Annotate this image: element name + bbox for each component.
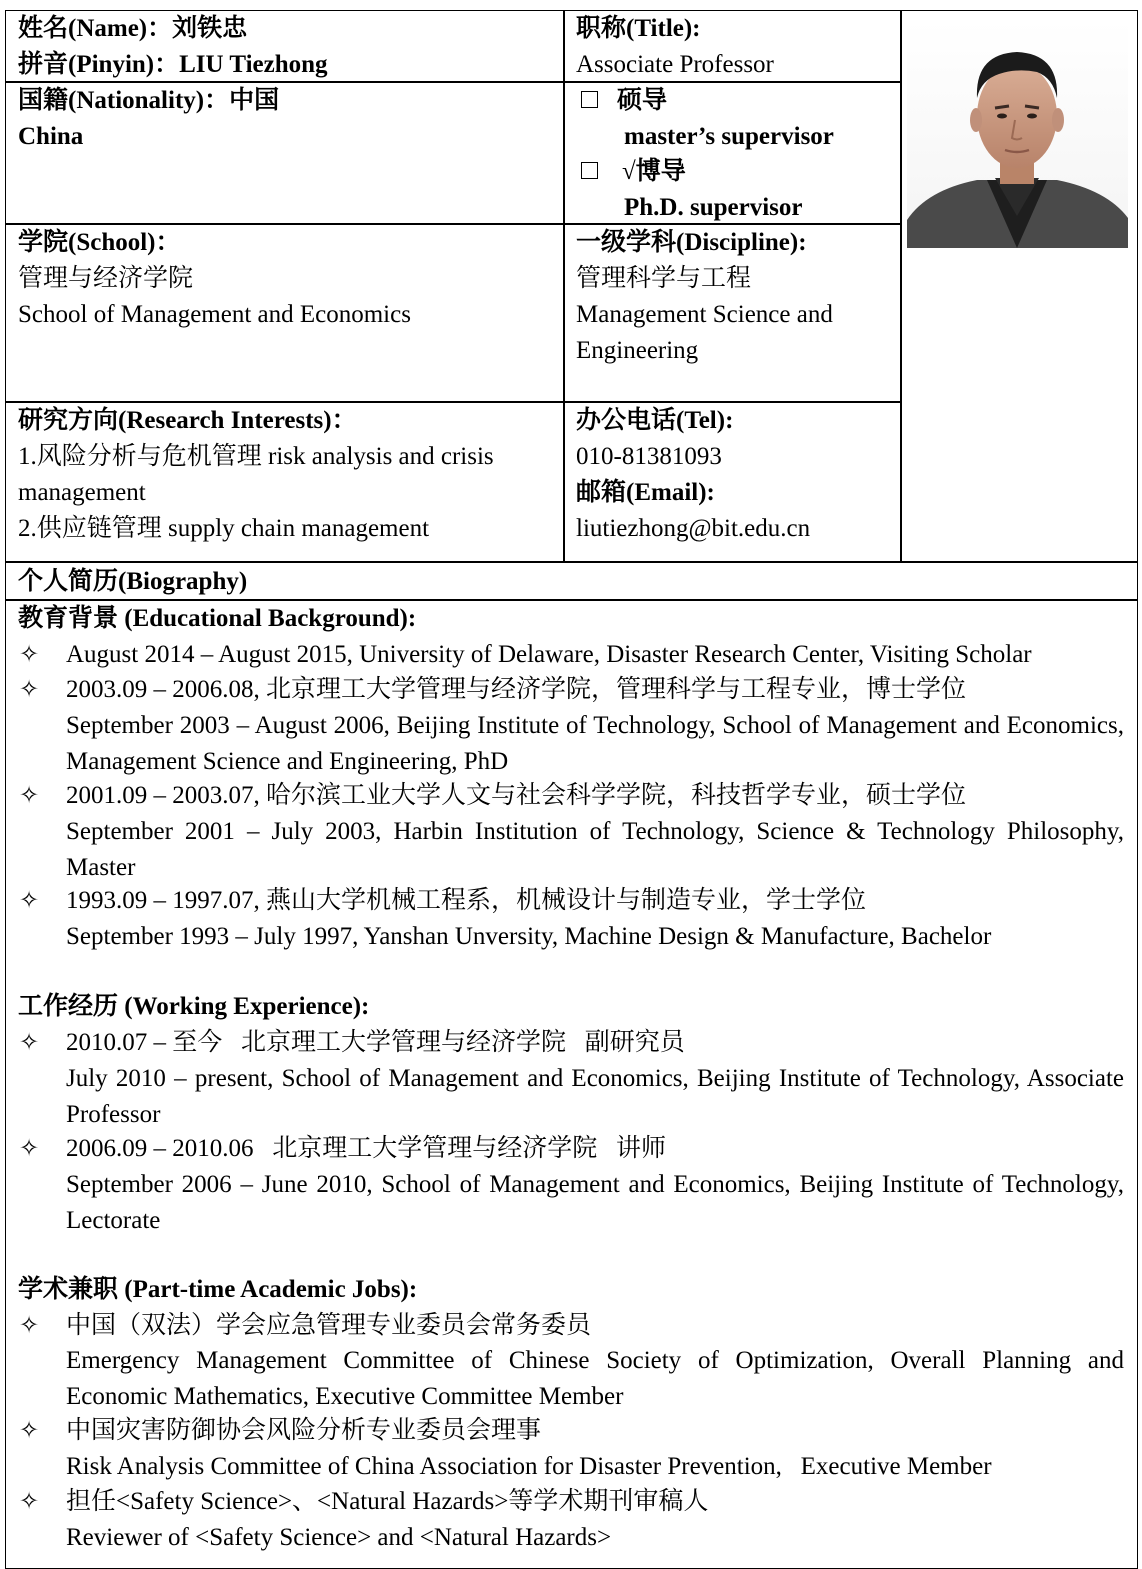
research-1a: 1.风险分析与危机管理 risk analysis and crisis — [18, 443, 494, 470]
parttime-item-1-en: Emergency Management Committee of Chinese Society of Optimization, Overall Planning and Economic Mathematics, Executive Committee Member — [66, 1347, 1124, 1410]
discipline-cn: 管理科学与工程 — [576, 265, 752, 292]
parttime-item-2-en: Risk Analysis Committee of China Association for Disaster Prevention, Executive Member — [66, 1453, 992, 1480]
parttime-item-2-cn: 中国灾害防御协会风险分析专业委员会理事 — [66, 1417, 542, 1444]
masters-en: master’s supervisor — [624, 123, 834, 150]
work-item-2-en: September 2006 – June 2010, School of Management and Economics, Beijing Institute of Technology, Lectorate — [66, 1171, 1124, 1234]
diamond-bullet-icon: ✧ — [19, 888, 40, 914]
email-label: 邮箱(Email): — [576, 479, 715, 506]
research-label: 研究方向(Research Interests)： — [18, 407, 357, 434]
nationality-en: China — [18, 123, 84, 150]
phd-checkbox-icon — [581, 162, 598, 179]
education-item-4-cn: 1993.09 – 1997.07, 燕山大学机械工程系，机械设计与制造专业，学士学位 — [66, 887, 867, 914]
school-label: 学院(School)： — [18, 229, 181, 256]
discipline-en-1: Management Science and — [576, 301, 833, 328]
research-1b: management — [18, 479, 146, 506]
email-value: liutiezhong@bit.edu.cn — [576, 515, 811, 542]
diamond-bullet-icon: ✧ — [19, 677, 40, 703]
parttime-item-1-cn: 中国（双法）学会应急管理专业委员会常务委员 — [66, 1312, 592, 1339]
work-item-1-en: July 2010 – present, School of Management and Economics, Beijing Institute of Technology, Associate Professor — [66, 1065, 1124, 1128]
parttime-item-3-en: Reviewer of <Safety Science> and <Natural Hazards> — [66, 1524, 612, 1551]
diamond-bullet-icon: ✧ — [19, 642, 40, 668]
masters-checkbox-icon — [581, 91, 598, 108]
education-item-1: August 2014 – August 2015, University of Delaware, Disaster Research Center, Visiting Scholar — [66, 641, 1032, 668]
parttime-item-3-cn: 担任<Safety Science>、<Natural Hazards>等学术期刊审稿人 — [66, 1488, 709, 1515]
diamond-bullet-icon: ✧ — [19, 1030, 40, 1056]
education-item-3-cn: 2001.09 – 2003.07, 哈尔滨工业大学人文与社会科学学院，科技哲学专业，硕士学位 — [66, 782, 967, 809]
diamond-bullet-icon: ✧ — [19, 783, 40, 809]
work-item-2-cn: 2006.09 – 2010.06 北京理工大学管理与经济学院 讲师 — [66, 1135, 667, 1162]
diamond-bullet-icon: ✧ — [19, 1418, 40, 1444]
tel-label: 办公电话(Tel): — [576, 407, 734, 434]
discipline-label: 一级学科(Discipline): — [576, 229, 807, 256]
education-item-2-en: September 2003 – August 2006, Beijing Institute of Technology, School of Management and Economics, Management Science and Engineering, PhD — [66, 712, 1124, 775]
phd-en: Ph.D. supervisor — [624, 194, 803, 221]
parttime-heading: 学术兼职 (Part-time Academic Jobs): — [18, 1276, 418, 1303]
title-value: Associate Professor — [576, 51, 774, 78]
education-item-2-cn: 2003.09 – 2006.08, 北京理工大学管理与经济学院，管理科学与工程专业，博士学位 — [66, 676, 967, 703]
title-label: 职称(Title): — [576, 15, 701, 42]
phd-cn: √博导 — [622, 158, 686, 185]
work-heading: 工作经历 (Working Experience): — [18, 993, 370, 1020]
biography-heading: 个人简历(Biography) — [18, 568, 248, 595]
diamond-bullet-icon: ✧ — [19, 1313, 40, 1339]
discipline-en-2: Engineering — [576, 337, 699, 364]
nationality-line: 国籍(Nationality)：中国 — [18, 87, 280, 114]
pinyin-line: 拼音(Pinyin)：LIU Tiezhong — [18, 51, 328, 78]
education-item-4-en: September 1993 – July 1997, Yanshan Unversity, Machine Design & Manufacture, Bachelor — [66, 923, 992, 950]
tel-value: 010-81381093 — [576, 443, 722, 470]
name-line: 姓名(Name)：刘铁忠 — [18, 15, 248, 42]
research-2: 2.供应链管理 supply chain management — [18, 515, 430, 542]
school-en: School of Management and Economics — [18, 301, 411, 328]
diamond-bullet-icon: ✧ — [19, 1489, 40, 1515]
work-item-1-cn: 2010.07 – 至今 北京理工大学管理与经济学院 副研究员 — [66, 1029, 685, 1056]
education-item-3-en: September 2001 – July 2003, Harbin Institution of Technology, Science & Technology Philosophy, Master — [66, 818, 1124, 881]
education-heading: 教育背景 (Educational Background): — [18, 605, 417, 632]
school-cn: 管理与经济学院 — [18, 265, 194, 292]
masters-cn: 硕导 — [617, 87, 668, 114]
diamond-bullet-icon: ✧ — [19, 1136, 40, 1162]
portrait-photo — [907, 20, 1128, 248]
